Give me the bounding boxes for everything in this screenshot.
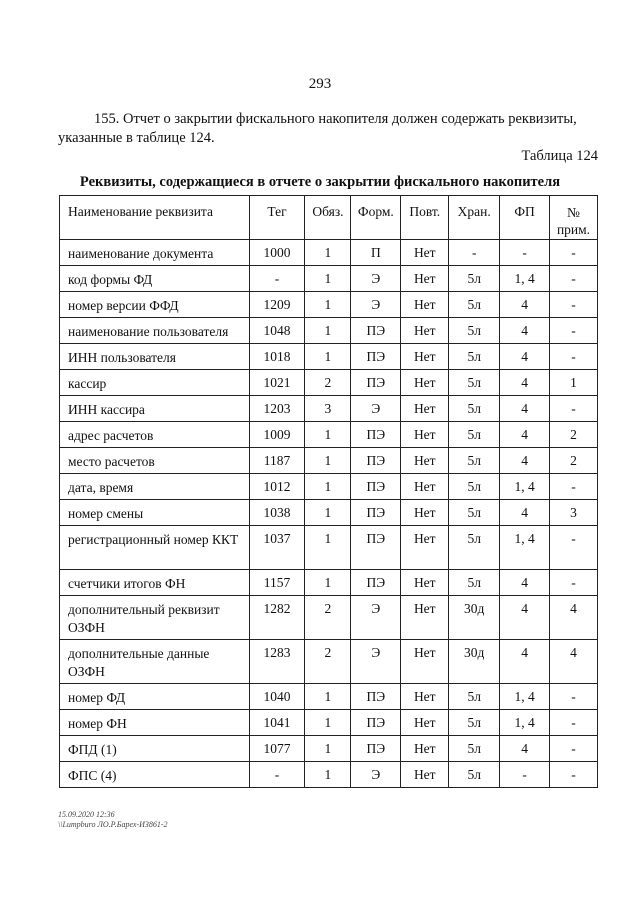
table-cell: -: [249, 266, 305, 292]
table-cell: 1157: [249, 570, 305, 596]
table-cell: 1: [305, 684, 351, 710]
table-cell: 4: [500, 500, 550, 526]
table-cell: 4: [500, 596, 550, 640]
table-cell: 2: [305, 596, 351, 640]
table-cell: 4: [500, 736, 550, 762]
table-cell: 2: [550, 448, 598, 474]
table-cell: Нет: [401, 474, 449, 500]
table-cell: 2: [305, 370, 351, 396]
table-cell: 1077: [249, 736, 305, 762]
table-row: [60, 474, 598, 500]
table-cell: ПЭ: [351, 526, 401, 570]
table-row: [60, 396, 598, 422]
table-cell: Нет: [401, 500, 449, 526]
document-footer: [58, 810, 168, 830]
table-row: [60, 344, 598, 370]
table-cell: Нет: [401, 640, 449, 684]
table-cell: Нет: [401, 570, 449, 596]
table-cell: номер смены: [60, 500, 250, 526]
table-cell: 5л: [449, 500, 500, 526]
table-row: [60, 596, 598, 640]
table-cell: 1: [305, 344, 351, 370]
table-cell: Э: [351, 266, 401, 292]
table-cell: наименование пользователя: [60, 318, 250, 344]
table-cell: ПЭ: [351, 684, 401, 710]
table-cell: Нет: [401, 292, 449, 318]
header-name: Наименование реквизита: [60, 196, 250, 240]
table-cell: -: [550, 736, 598, 762]
table-cell: ПЭ: [351, 318, 401, 344]
header-mandatory: Обяз.: [305, 196, 351, 240]
table-cell: 1009: [249, 422, 305, 448]
table-cell: 1048: [249, 318, 305, 344]
header-tag: Тег: [249, 196, 305, 240]
header-format: Форм.: [351, 196, 401, 240]
table-cell: 1, 4: [500, 710, 550, 736]
table-cell: номер ФД: [60, 684, 250, 710]
table-cell: ФПС (4): [60, 762, 250, 788]
table-cell: 4: [500, 422, 550, 448]
table-cell: 1282: [249, 596, 305, 640]
table-cell: Нет: [401, 370, 449, 396]
table-cell: 5л: [449, 570, 500, 596]
table-row: [60, 448, 598, 474]
table-cell: -: [550, 474, 598, 500]
table-cell: ПЭ: [351, 474, 401, 500]
table-row: [60, 292, 598, 318]
table-cell: 1021: [249, 370, 305, 396]
table-cell: 4: [500, 448, 550, 474]
table-cell: 1, 4: [500, 526, 550, 570]
table-cell: номер ФН: [60, 710, 250, 736]
table-cell: 1: [305, 318, 351, 344]
table-cell: 30д: [449, 596, 500, 640]
header-repeat: Повт.: [401, 196, 449, 240]
table-row: [60, 526, 598, 570]
table-cell: Нет: [401, 762, 449, 788]
table-cell: 5л: [449, 684, 500, 710]
table-cell: 4: [500, 570, 550, 596]
table-cell: ИНН кассира: [60, 396, 250, 422]
table-row: [60, 640, 598, 684]
table-cell: Нет: [401, 266, 449, 292]
table-cell: Э: [351, 762, 401, 788]
table-cell: 1: [305, 570, 351, 596]
table-caption: Реквизиты, содержащиеся в отчете о закрытии фискального накопителя: [79, 174, 561, 190]
table-cell: Э: [351, 596, 401, 640]
table-row: [60, 710, 598, 736]
table-cell: 4: [500, 292, 550, 318]
table-cell: 1283: [249, 640, 305, 684]
header-note-number: № прим.: [550, 196, 598, 240]
table-cell: Нет: [401, 318, 449, 344]
table-cell: 1: [305, 422, 351, 448]
table-row: [60, 370, 598, 396]
table-cell: 5л: [449, 422, 500, 448]
table-cell: 4: [500, 370, 550, 396]
table-cell: 1: [305, 240, 351, 266]
table-cell: 1, 4: [500, 266, 550, 292]
paragraph-line-1: 155. Отчет о закрытии фискального накопителя должен содержать реквизиты,: [94, 111, 577, 127]
table-cell: 5л: [449, 266, 500, 292]
table-cell: 1012: [249, 474, 305, 500]
page-number: 293: [308, 76, 332, 92]
table-cell: 30д: [449, 640, 500, 684]
table-cell: ПЭ: [351, 448, 401, 474]
table-cell: 1018: [249, 344, 305, 370]
table-cell: 5л: [449, 736, 500, 762]
table-cell: Нет: [401, 422, 449, 448]
table-cell: П: [351, 240, 401, 266]
table-cell: Э: [351, 396, 401, 422]
table-cell: Э: [351, 640, 401, 684]
table-row: [60, 318, 598, 344]
table-cell: Э: [351, 292, 401, 318]
table-cell: Нет: [401, 240, 449, 266]
table-cell: -: [550, 710, 598, 736]
table-row: [60, 570, 598, 596]
table-cell: ПЭ: [351, 344, 401, 370]
table-cell: 2: [305, 640, 351, 684]
table-cell: 5л: [449, 318, 500, 344]
table-cell: 1: [305, 500, 351, 526]
table-cell: 5л: [449, 474, 500, 500]
table-cell: наименование документа: [60, 240, 250, 266]
table-cell: -: [249, 762, 305, 788]
table-cell: дата, время: [60, 474, 250, 500]
table-cell: -: [550, 526, 598, 570]
table-cell: Нет: [401, 526, 449, 570]
table-cell: 1: [305, 736, 351, 762]
table-cell: 1187: [249, 448, 305, 474]
table-cell: 1: [305, 448, 351, 474]
table-cell: 1041: [249, 710, 305, 736]
table-row: [60, 684, 598, 710]
table-cell: 1: [305, 526, 351, 570]
table-cell: ПЭ: [351, 370, 401, 396]
table-cell: 1203: [249, 396, 305, 422]
table-cell: -: [449, 240, 500, 266]
table-cell: счетчики итогов ФН: [60, 570, 250, 596]
table-cell: 1: [550, 370, 598, 396]
table-cell: ПЭ: [351, 422, 401, 448]
table-cell: 1: [305, 266, 351, 292]
table-cell: 4: [550, 596, 598, 640]
table-cell: 1: [305, 762, 351, 788]
table-cell: 3: [305, 396, 351, 422]
table-row: [60, 762, 598, 788]
paragraph-155: [58, 110, 598, 148]
table-cell: код формы ФД: [60, 266, 250, 292]
footer-path: \\Lumpburo ЛО.Р.Барех-ИЗ861-2: [58, 820, 168, 829]
table-row: [60, 422, 598, 448]
table-cell: кассир: [60, 370, 250, 396]
table-cell: 4: [500, 396, 550, 422]
table-cell: 1037: [249, 526, 305, 570]
table-cell: 4: [500, 318, 550, 344]
table-cell: 5л: [449, 526, 500, 570]
table-cell: 4: [500, 640, 550, 684]
table-cell: 2: [550, 422, 598, 448]
table-cell: Нет: [401, 396, 449, 422]
table-cell: -: [550, 266, 598, 292]
table-cell: -: [550, 240, 598, 266]
table-cell: ПЭ: [351, 736, 401, 762]
table-cell: ПЭ: [351, 710, 401, 736]
table-cell: 5л: [449, 344, 500, 370]
table-cell: дополнительные данные ОЗФН: [60, 640, 250, 684]
table-cell: -: [550, 396, 598, 422]
table-cell: 1209: [249, 292, 305, 318]
table-cell: ИНН пользователя: [60, 344, 250, 370]
table-cell: 1040: [249, 684, 305, 710]
table-cell: -: [550, 762, 598, 788]
table-cell: ФПД (1): [60, 736, 250, 762]
table-cell: 1, 4: [500, 474, 550, 500]
table-row: [60, 500, 598, 526]
table-cell: 4: [550, 640, 598, 684]
table-cell: ПЭ: [351, 500, 401, 526]
table-cell: дополнительный реквизит ОЗФН: [60, 596, 250, 640]
table-cell: 3: [550, 500, 598, 526]
table-cell: 5л: [449, 292, 500, 318]
header-fp: ФП: [500, 196, 550, 240]
table-row: [60, 266, 598, 292]
table-cell: -: [550, 318, 598, 344]
table-row: [60, 240, 598, 266]
table-cell: 5л: [449, 396, 500, 422]
table-cell: 5л: [449, 448, 500, 474]
table-cell: 5л: [449, 762, 500, 788]
table-cell: -: [500, 762, 550, 788]
paragraph-line-2: указанные в таблице 124.: [58, 130, 215, 146]
table-cell: ПЭ: [351, 570, 401, 596]
table-cell: 1038: [249, 500, 305, 526]
header-storage: Хран.: [449, 196, 500, 240]
table-cell: -: [550, 292, 598, 318]
table-label: Таблица 124: [521, 148, 598, 164]
requisites-table: [59, 195, 598, 788]
table-cell: -: [500, 240, 550, 266]
table-header-row: [60, 196, 598, 240]
table-cell: 4: [500, 344, 550, 370]
table-cell: 1: [305, 292, 351, 318]
table-cell: -: [550, 570, 598, 596]
table-cell: Нет: [401, 684, 449, 710]
table-cell: Нет: [401, 448, 449, 474]
table-cell: -: [550, 344, 598, 370]
table-cell: адрес расчетов: [60, 422, 250, 448]
table-cell: 1000: [249, 240, 305, 266]
table-cell: регистрационный номер ККТ: [60, 526, 250, 570]
table-cell: номер версии ФФД: [60, 292, 250, 318]
table-cell: 5л: [449, 710, 500, 736]
table-cell: 1: [305, 710, 351, 736]
table-row: [60, 736, 598, 762]
table-cell: Нет: [401, 596, 449, 640]
table-cell: -: [550, 684, 598, 710]
table-cell: 1, 4: [500, 684, 550, 710]
footer-timestamp: 15.09.2020 12:36: [58, 810, 115, 819]
table-cell: Нет: [401, 344, 449, 370]
table-cell: 5л: [449, 370, 500, 396]
table-cell: Нет: [401, 736, 449, 762]
table-cell: 1: [305, 474, 351, 500]
table-cell: место расчетов: [60, 448, 250, 474]
table-cell: Нет: [401, 710, 449, 736]
